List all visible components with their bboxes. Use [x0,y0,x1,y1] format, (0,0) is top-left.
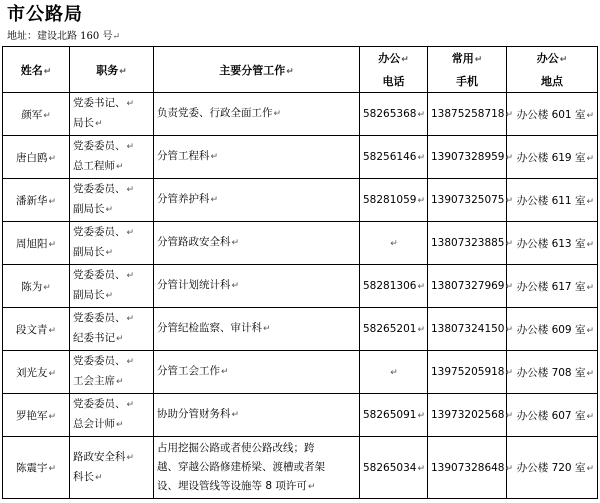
position-text: 党委委员、 [73,355,126,367]
cell-name [3,265,70,308]
office-phone-text: 58265034 [363,461,417,474]
position-line [73,415,150,435]
cell-duty [154,179,360,222]
mobile-text: 13807327969 [431,280,505,292]
table-row [3,136,598,179]
cell-office [507,222,598,265]
cell-mobile [428,308,514,351]
paragraph-mark: ↵ [126,400,135,410]
paragraph-mark: ↵ [505,239,514,249]
table-row [3,351,598,394]
paragraph-mark: ↵ [126,142,135,152]
header-position: 职务↵ [70,47,154,93]
duty-text: 占用挖掘公路或者使公路改线；跨 [157,441,315,454]
paragraph-mark: ↵ [48,464,57,474]
table-row [3,437,598,499]
position-text: 总会计师 [73,418,115,430]
paragraph-mark: ↵ [390,239,398,249]
duty-line [157,362,356,382]
position-line [73,266,150,286]
name-text: 唐白鸥 [15,151,48,164]
position-line [73,468,150,488]
cell-mobile [428,437,514,499]
office-text: 办公楼 613 室 [516,237,586,250]
paragraph-mark: ↵ [505,325,514,335]
duty-text: 分管工会工作 [157,365,220,377]
paragraph-mark: ↵ [105,248,114,258]
header-office-phone: 办公↵ 电话 [360,47,428,93]
duty-line [157,233,356,253]
cell-duty [154,265,360,308]
duty-text: 分管养护科 [157,193,210,205]
paragraph-mark: ↵ [417,282,425,292]
cell-office-phone [360,93,428,136]
table-row [3,179,598,222]
paragraph-mark: ↵ [116,162,124,172]
paragraph-mark: ↵ [417,153,425,163]
mobile-text: 13907325075 [431,194,505,206]
cell-mobile [428,136,514,179]
paragraph-mark: ↵ [586,368,594,379]
header-mobile: 常用↵ 手机 [428,47,507,93]
mobile-text: 13875258718 [431,108,505,120]
duty-line [157,319,356,339]
paragraph-mark: ↵ [505,411,514,421]
name-text: 颜军 [21,108,43,121]
paragraph-mark: ↵ [126,314,135,324]
table-row [3,265,598,308]
paragraph-mark: ↵ [116,377,124,387]
office-phone-text: 58256146 [363,151,417,163]
paragraph-mark: ↵ [210,152,219,162]
cell-position [70,394,154,437]
paragraph-mark: ↵ [126,357,135,367]
cell-mobile [428,394,514,437]
cell-position [70,265,154,308]
paragraph-mark: ↵ [505,196,514,206]
office-text: 办公楼 720 室 [516,462,586,474]
paragraph-mark: ↵ [417,411,425,421]
paragraph-mark: ↵ [417,463,425,474]
paragraph-mark: ↵ [586,325,594,336]
cell-name [3,437,70,499]
position-line [73,223,150,243]
cell-office-phone [360,437,428,499]
duty-text: 负责党委、行政全面工作 [157,107,273,119]
position-text: 总工程师 [73,160,115,172]
table-row [3,308,598,351]
position-line [73,395,150,415]
office-text: 办公楼 601 室 [516,108,586,121]
name-text: 周旭阳 [15,237,48,250]
cell-duty [154,136,360,179]
paragraph-mark: ↵ [417,196,425,206]
cell-office-phone [360,351,428,394]
paragraph-mark: ↵ [116,334,124,344]
table-body [3,93,598,499]
cell-mobile [428,93,514,136]
cell-name [3,308,70,351]
position-text: 党委书记、 [73,97,126,109]
paragraph-mark: ↵ [586,239,594,250]
paragraph-mark: ↵ [417,325,425,335]
paragraph-mark: ↵ [586,411,594,422]
header-name: 姓名↵ [3,47,70,93]
paragraph-mark: ↵ [505,368,514,378]
duty-line [157,477,356,497]
cell-office [507,351,598,394]
paragraph-mark: ↵ [43,110,51,121]
header-duty: 主要分管工作↵ [154,47,360,93]
cell-name [3,179,70,222]
cell-duty [154,437,360,499]
mobile-text: 13807323885 [431,237,505,249]
office-text: 办公楼 609 室 [516,323,586,336]
paragraph-mark: ↵ [126,228,135,238]
office-phone-text: 58281059 [363,194,417,206]
paragraph-mark: ↵ [505,153,514,163]
table-header-row [3,47,598,93]
cell-office [507,265,598,308]
name-text: 陈为 [21,280,43,293]
duty-line [157,458,356,477]
duty-text: 协助分管财务科 [157,408,231,420]
paragraph-mark: ↵ [126,452,135,463]
cell-office [507,437,598,499]
cell-office [507,179,598,222]
position-line [73,200,150,220]
paragraph-mark: ↵ [586,464,594,474]
paragraph-mark: ↵ [307,481,316,492]
duty-line [157,104,356,124]
cell-mobile [428,265,514,308]
duty-line [157,190,356,210]
duty-text: 分管纪检监察、审计科 [157,322,262,334]
office-text: 办公楼 607 室 [516,409,586,422]
leadership-directory-table [2,46,598,499]
cell-office-phone [360,136,428,179]
cell-position [70,93,154,136]
paragraph-mark: ↵ [48,411,57,422]
duty-text: 分管路政安全科 [157,236,231,248]
position-text: 党委委员、 [73,183,126,195]
paragraph-mark: ↵ [231,410,240,420]
duty-line [157,147,356,167]
cell-name [3,222,70,265]
position-line [73,286,150,306]
position-line [73,157,150,177]
cell-office-phone [360,308,428,351]
paragraph-mark: ↵ [231,281,240,291]
name-text: 段文青 [15,323,48,336]
position-text: 党委委员、 [73,312,126,324]
paragraph-mark: ↵ [210,195,219,205]
table-row [3,394,598,437]
paragraph-mark: ↵ [586,153,594,164]
paragraph-mark: ↵ [116,420,124,430]
paragraph-mark: ↵ [273,109,282,119]
table-row [3,222,598,265]
position-line [73,309,150,329]
page-title: 市公路局 [7,4,83,25]
paragraph-mark: ↵ [126,99,135,109]
position-text: 党委委员、 [73,398,126,410]
cell-mobile [428,222,514,265]
name-text: 陈震宇 [15,462,48,474]
position-text: 副局长 [73,289,105,301]
cell-name [3,93,70,136]
position-text: 工会主席 [73,375,115,387]
paragraph-mark: ↵ [221,367,229,377]
duty-text: 分管计划统计科 [157,279,231,291]
cell-mobile [428,351,514,394]
office-phone-text: 58265201 [363,323,417,335]
cell-duty [154,222,360,265]
position-line [73,243,150,263]
mobile-text: 13807324150 [431,323,505,335]
office-text: 办公楼 619 室 [516,151,586,164]
position-text: 纪委书记 [73,332,115,344]
paragraph-mark: ↵ [105,291,114,301]
paragraph-mark: ↵ [48,325,57,336]
name-text: 潘新华 [15,194,48,207]
position-text: 副局长 [73,203,105,215]
paragraph-mark: ↵ [505,110,514,120]
paragraph-mark: ↵ [126,185,135,195]
position-text: 副局长 [73,246,105,258]
position-line [73,180,150,200]
mobile-text: 13907328648 [431,461,505,474]
position-text: 党委委员、 [73,226,126,238]
office-phone-text: 58281306 [363,280,417,292]
duty-text: 越、穿越公路修建桥梁、渡槽或者架 [157,460,325,473]
paragraph-mark: ↵ [586,110,594,121]
duty-line [157,276,356,296]
cell-name [3,394,70,437]
paragraph-mark: ↵ [95,119,103,129]
office-text: 办公楼 708 室 [516,366,586,379]
paragraph-mark: ↵ [417,110,425,120]
paragraph-mark: ↵ [48,239,57,250]
cell-mobile [428,179,514,222]
cell-position [70,222,154,265]
office-phone-text: 58265368 [363,108,417,120]
position-line [73,352,150,372]
position-text: 党委委员、 [73,269,126,281]
duty-text: 设、埋设管线等设施等 8 项许可 [157,479,307,492]
paragraph-mark: ↵ [505,282,514,292]
cell-duty [154,308,360,351]
cell-position [70,437,154,499]
position-text: 局长 [73,117,94,129]
table-row [3,93,598,136]
position-line [73,94,150,114]
paragraph-mark: ↵ [126,271,135,281]
position-text: 科长 [73,470,94,483]
mobile-text: 13907328959 [431,151,505,163]
header-office: 办公↵ 地点 [507,47,598,93]
office-text: 办公楼 617 室 [516,280,586,293]
cell-name [3,136,70,179]
address-line: 地址：建设北路 160 号↵ [7,31,120,42]
cell-duty [154,93,360,136]
duty-text: 分管工程科 [157,150,210,162]
cell-position [70,308,154,351]
position-text: 党委委员、 [73,140,126,152]
cell-office [507,136,598,179]
cell-office [507,93,598,136]
name-text: 罗艳军 [15,409,48,422]
duty-line [157,439,356,458]
mobile-text: 13975205918 [431,366,505,378]
cell-office [507,308,598,351]
cell-duty [154,351,360,394]
paragraph-mark: ↵ [105,205,114,215]
cell-office-phone [360,179,428,222]
cell-name [3,351,70,394]
position-line [73,329,150,349]
cell-office [507,394,598,437]
position-line [73,137,150,157]
cell-office-phone [360,265,428,308]
paragraph-mark: ↵ [48,368,57,379]
paragraph-mark: ↵ [263,324,271,334]
paragraph-mark: ↵ [390,368,398,378]
cell-position [70,136,154,179]
paragraph-mark: ↵ [586,282,594,293]
position-text: 路政安全科 [73,450,126,463]
cell-office-phone [360,222,428,265]
cell-position [70,351,154,394]
paragraph-mark: ↵ [95,472,103,483]
paragraph-mark: ↵ [231,238,240,248]
mobile-text: 13973202568 [431,409,505,421]
office-text: 办公楼 611 室 [516,194,586,207]
name-text: 刘光友 [15,366,48,379]
paragraph-mark: ↵ [48,196,57,207]
paragraph-mark: ↵ [505,463,514,474]
position-line [73,448,150,468]
cell-duty [154,394,360,437]
position-line [73,114,150,134]
paragraph-mark: ↵ [586,196,594,207]
office-phone-text: 58265091 [363,409,417,421]
paragraph-mark: ↵ [48,153,57,164]
cell-office-phone [360,394,428,437]
cell-position [70,179,154,222]
paragraph-mark: ↵ [43,282,51,293]
position-line [73,372,150,392]
duty-line [157,405,356,425]
